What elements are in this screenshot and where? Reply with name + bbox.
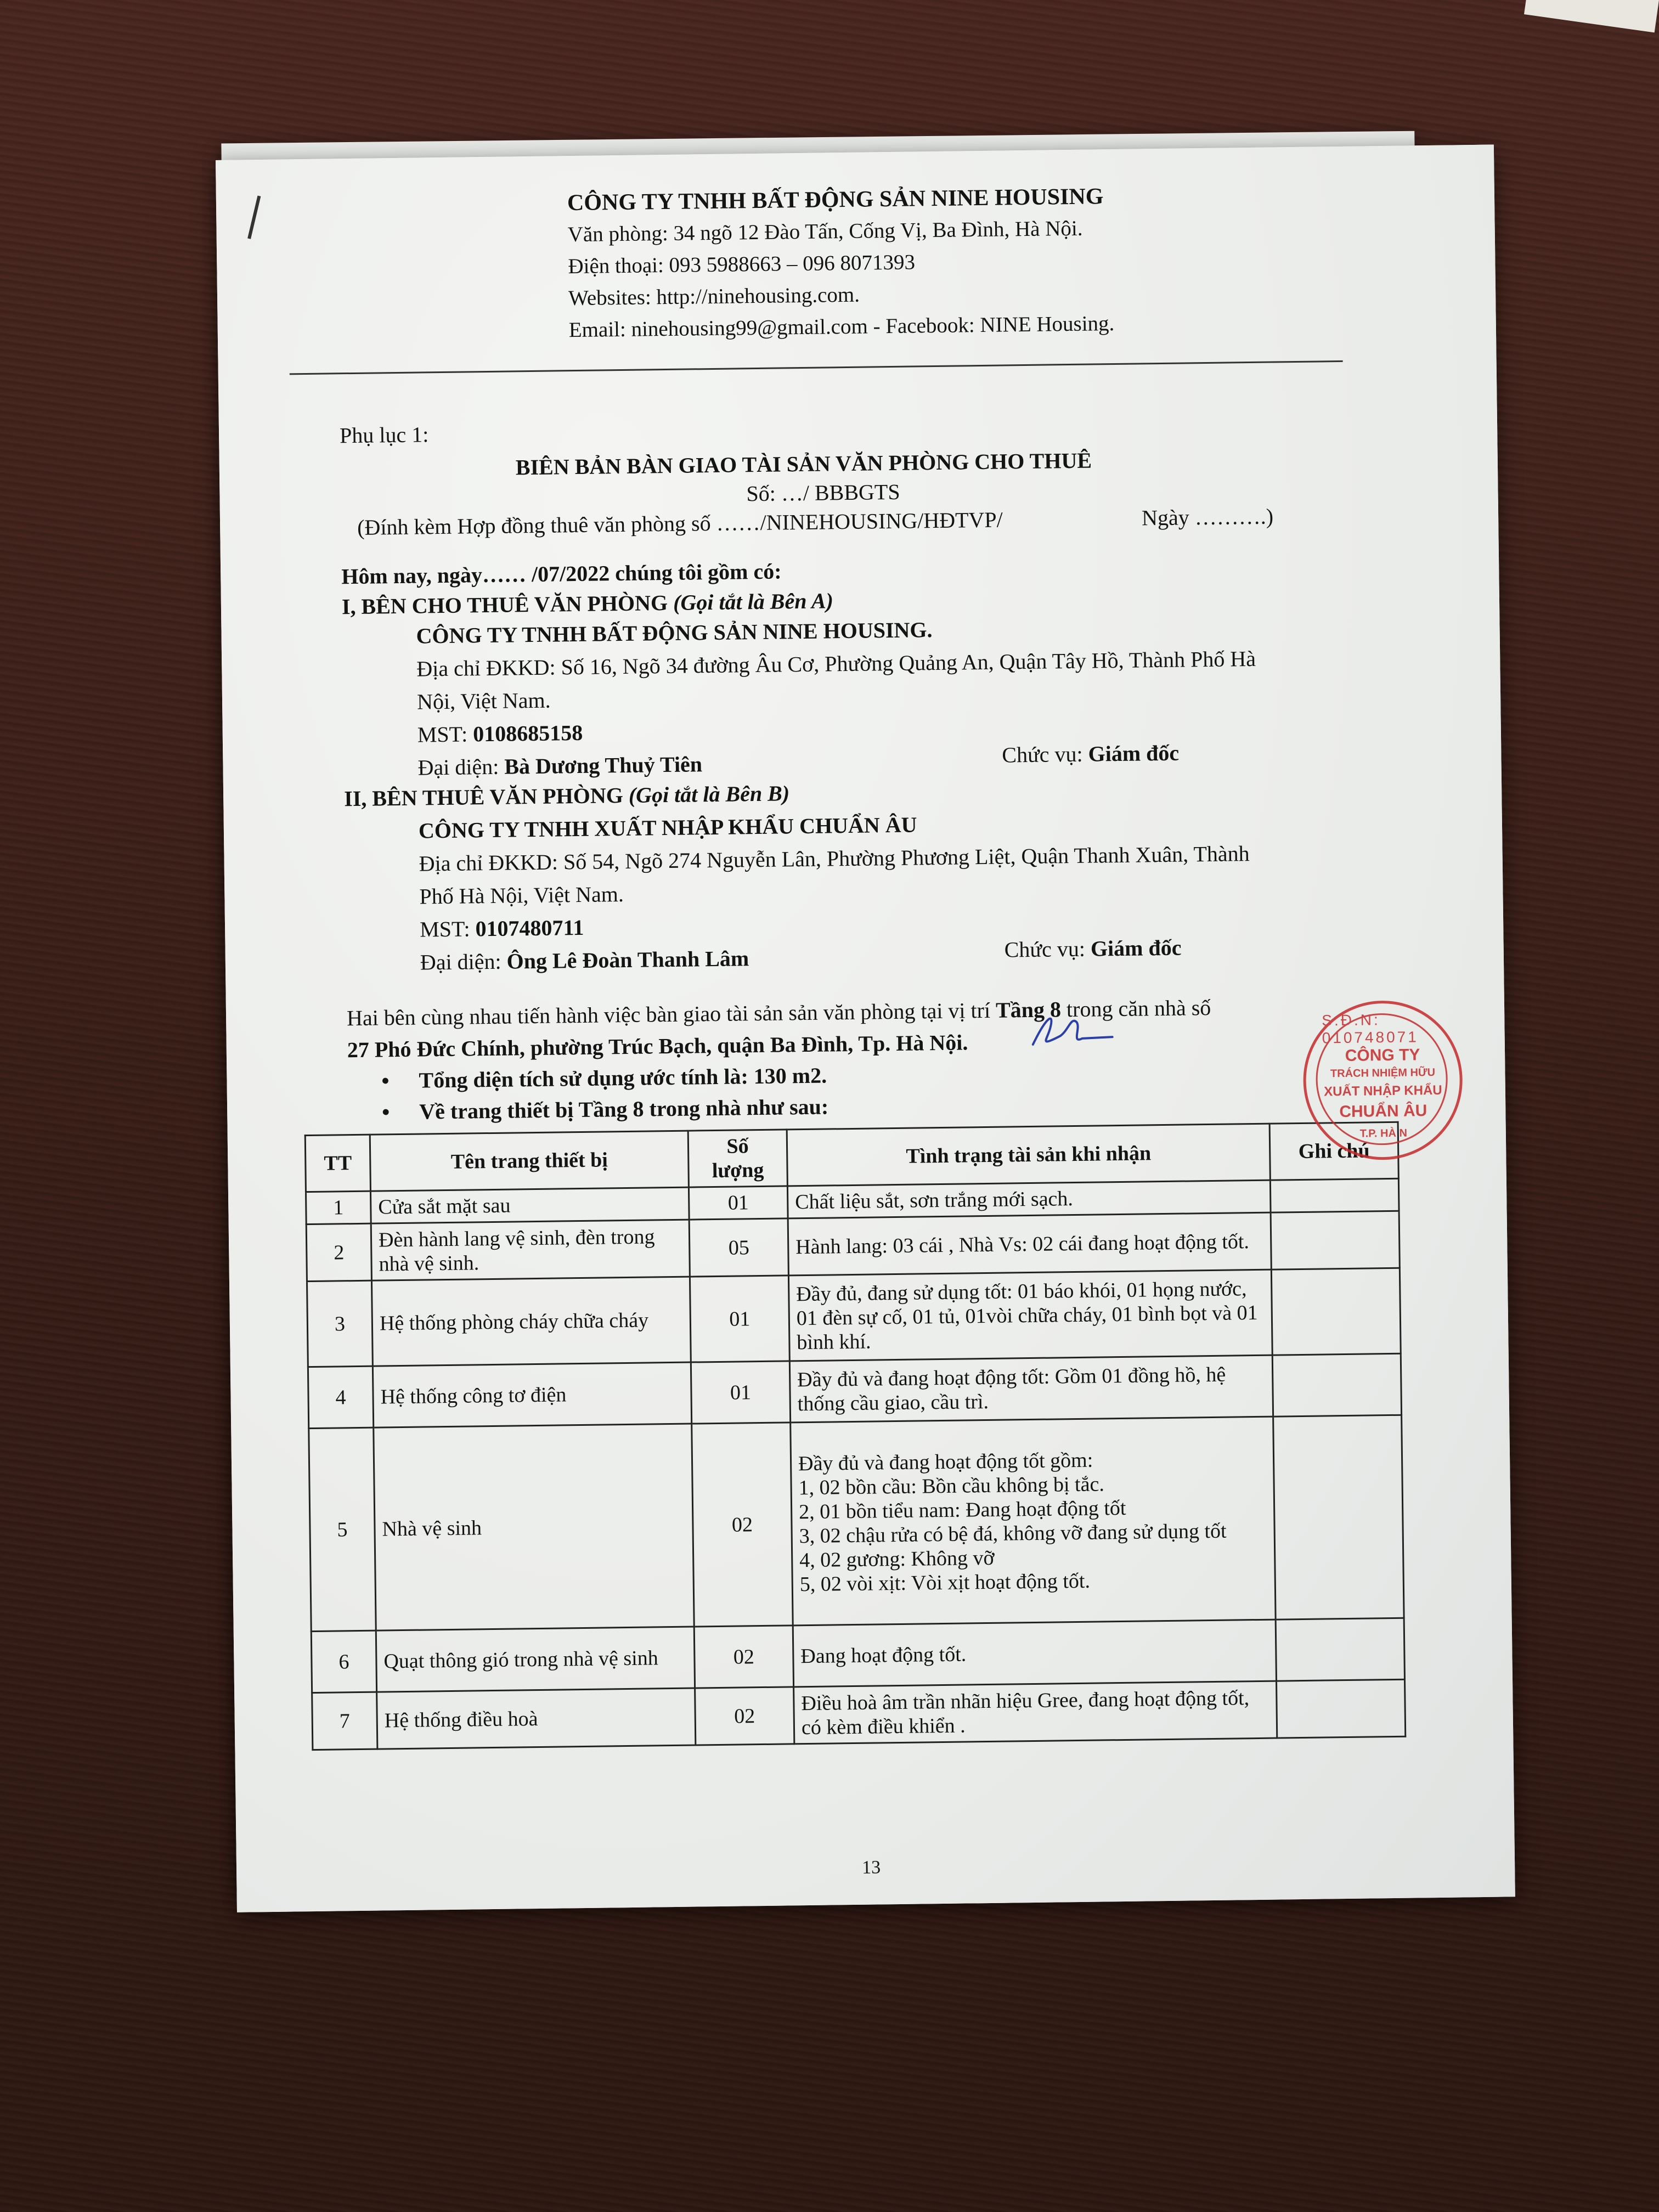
corner-paper-scrap bbox=[1524, 0, 1659, 32]
party-b-position bbox=[1004, 933, 1181, 965]
company-email: Email: ninehousing99@gmail.com - Facebook: NINE Housing. bbox=[568, 312, 1115, 342]
cell-status bbox=[787, 1180, 1271, 1218]
cell-quantity: 02 bbox=[692, 1423, 793, 1627]
company-phone: Điện thoại: 093 5988663 – 096 8071393 bbox=[568, 250, 916, 279]
party-b-heading-text: II, BÊN THUÊ VĂN PHÒNG bbox=[343, 783, 624, 811]
contract-date: Ngày ……….) bbox=[1141, 504, 1274, 531]
stamp-line-5: T.P. HÀ N bbox=[1359, 1127, 1408, 1140]
cell-equipment-name: Cửa sắt mặt sau bbox=[370, 1187, 689, 1223]
cell-note bbox=[1276, 1618, 1404, 1681]
party-b-address-2: Phố Hà Nội, Việt Nam. bbox=[419, 882, 624, 909]
stamp-line-2: TRÁCH NHIỆM HỮU bbox=[1330, 1066, 1436, 1080]
party-a-company: CÔNG TY TNHH BẤT ĐỘNG SẢN NINE HOUSING. bbox=[416, 617, 933, 648]
party-a-pos-value: Giám đốc bbox=[1088, 740, 1180, 766]
cell-equipment-name: Quạt thông gió trong nhà vệ sinh bbox=[376, 1627, 695, 1692]
party-b-pos-label: Chức vụ: bbox=[1004, 936, 1091, 962]
handover-line-1a: Hai bên cùng nhau tiến hành việc bàn giao tài sản sản văn phòng tại vị trí bbox=[346, 997, 996, 1031]
party-b-address-1: Địa chỉ ĐKKD: Số 54, Ngõ 274 Nguyễn Lân, Phường Phương Liệt, Quận Thanh Xuân, Thành bbox=[419, 841, 1250, 876]
party-a-rep-label: Đại diện: bbox=[417, 754, 505, 780]
status-line: Điều hoà âm trần nhãn hiệu Gree, đang hoạt động tốt, có kèm điều khiển . bbox=[801, 1686, 1250, 1739]
handover-bullet-area: • Tổng diện tích sử dụng ước tính là: 130 m2. bbox=[419, 1061, 827, 1096]
party-a-heading-text: I, BÊN CHO THUÊ VĂN PHÒNG bbox=[341, 590, 668, 619]
status-line: 3, 02 chậu rửa có bệ đá, không vỡ đang sử dụng tốt bbox=[799, 1519, 1227, 1548]
cell-quantity: 01 bbox=[689, 1186, 788, 1220]
signature-mark bbox=[1016, 1005, 1126, 1056]
header-name: Tên trang thiết bị bbox=[370, 1131, 689, 1191]
cell-status bbox=[789, 1355, 1273, 1423]
party-a-address-2: Nội, Việt Nam. bbox=[416, 687, 551, 714]
status-line: Đầy đủ và đang hoạt động tốt: Gồm 01 đồng hồ, hệ thống cầu giao, cầu trì. bbox=[797, 1363, 1226, 1415]
status-line: Chất liệu sắt, sơn trắng mới sạch. bbox=[795, 1187, 1074, 1214]
status-line: 1, 02 bồn cầu: Bồn cầu không bị tắc. bbox=[798, 1472, 1105, 1499]
party-a-tax-value: 0108685158 bbox=[472, 720, 583, 747]
company-name: CÔNG TY TNHH BẤT ĐỘNG SẢN NINE HOUSING bbox=[567, 184, 1104, 216]
party-b-company: CÔNG TY TNHH XUẤT NHẬP KHẨU CHUẨN ÂU bbox=[418, 812, 917, 843]
party-b-tax-value: 0107480711 bbox=[475, 915, 584, 941]
party-a-tax bbox=[417, 718, 583, 750]
header-qty-2: lượng bbox=[712, 1158, 764, 1183]
cell-note bbox=[1270, 1178, 1399, 1212]
cell-status bbox=[793, 1620, 1276, 1687]
cell-status bbox=[788, 1269, 1272, 1361]
document-title: BIÊN BẢN BÀN GIAO TÀI SẢN VĂN PHÒNG CHO THUÊ bbox=[515, 448, 1092, 480]
party-a-tax-label: MST: bbox=[417, 721, 473, 747]
party-b-tax bbox=[420, 913, 584, 945]
header-note: Ghi chú bbox=[1269, 1122, 1398, 1180]
cell-quantity: 05 bbox=[689, 1218, 788, 1277]
party-b-pos-value: Giám đốc bbox=[1090, 935, 1182, 961]
cell-tt: 6 bbox=[311, 1630, 376, 1692]
header-qty bbox=[688, 1130, 787, 1187]
party-a-heading-note: (Gọi tắt là Bên A) bbox=[673, 588, 834, 615]
handover-address: 27 Phó Đức Chính, phường Trúc Bạch, quận Ba Đình, Tp. Hà Nội. bbox=[347, 1030, 968, 1063]
party-b-rep-value: Ông Lê Đoàn Thanh Lâm bbox=[506, 946, 749, 974]
cell-note bbox=[1271, 1268, 1401, 1355]
today-line: Hôm nay, ngày…… /07/2022 chúng tôi gồm có: bbox=[341, 558, 782, 589]
handover-line-1c: trong căn nhà số bbox=[1060, 995, 1211, 1022]
header-qty-1: Số bbox=[726, 1135, 749, 1158]
cell-note bbox=[1272, 1353, 1401, 1417]
cell-tt: 5 bbox=[309, 1427, 376, 1631]
party-b-tax-label: MST: bbox=[419, 916, 476, 942]
company-seal-stamp bbox=[1302, 1000, 1464, 1161]
header-divider bbox=[290, 360, 1343, 375]
status-line: Hành lang: 03 cái , Nhà Vs: 02 cái đang hoạt động tốt. bbox=[795, 1229, 1250, 1259]
cell-status bbox=[791, 1417, 1276, 1626]
appendix-label: Phụ lục 1: bbox=[339, 422, 429, 448]
party-a-pos-label: Chức vụ: bbox=[1002, 741, 1088, 768]
party-a-address-1: Địa chỉ ĐKKD: Số 16, Ngõ 34 đường Âu Cơ, Phường Quảng An, Quận Tây Hồ, Thành Phố Hà bbox=[416, 646, 1256, 681]
cell-equipment-name: Hệ thống công tơ điện bbox=[373, 1362, 691, 1427]
party-a-rep bbox=[417, 749, 702, 782]
status-line: 4, 02 gương: Không vỡ bbox=[799, 1546, 995, 1572]
cell-quantity: 01 bbox=[691, 1361, 790, 1424]
equipment-table bbox=[304, 1121, 1407, 1751]
attached-contract: (Đính kèm Hợp đồng thuê văn phòng số ……/NINEHOUSING/HĐTVP/ bbox=[357, 507, 1003, 540]
party-a-rep-value: Bà Dương Thuỷ Tiên bbox=[504, 752, 703, 779]
party-b-heading bbox=[344, 778, 790, 814]
cell-note bbox=[1277, 1679, 1406, 1738]
party-b-heading-note: (Gọi tắt là Bên B) bbox=[628, 781, 790, 808]
stamp-ring-text: S.Đ.N: 010748071 bbox=[1322, 1011, 1419, 1047]
table-row bbox=[307, 1268, 1401, 1367]
status-line: 5, 02 vòi xịt: Vòi xịt hoạt động tốt. bbox=[799, 1569, 1091, 1596]
cell-status bbox=[794, 1681, 1277, 1744]
page-number: 13 bbox=[861, 1857, 881, 1878]
status-line: Đầy đủ, đang sử dụng tốt: 01 báo khói, 01 họng nước, 01 đèn sự cố, 01 tủ, 01vòi chữa cháy, 01 bình bọt và 01 bình khí. bbox=[796, 1277, 1258, 1354]
document-page bbox=[216, 145, 1515, 1912]
handover-bullet-equipment: • Về trang thiết bị Tầng 8 trong nhà như sau: bbox=[419, 1092, 829, 1126]
stamp-line-3: XUẤT NHẬP KHẨU bbox=[1323, 1082, 1442, 1099]
cell-note bbox=[1271, 1211, 1400, 1269]
cell-quantity: 01 bbox=[690, 1276, 789, 1362]
status-line: Đầy đủ và đang hoạt động tốt gồm: bbox=[798, 1448, 1093, 1475]
cell-tt: 7 bbox=[312, 1692, 377, 1750]
cell-quantity: 02 bbox=[694, 1626, 793, 1688]
cell-equipment-name: Hệ thống phòng cháy chữa cháy bbox=[371, 1277, 691, 1366]
cell-equipment-name: Đèn hành lang vệ sinh, đèn trong nhà vệ sinh. bbox=[371, 1220, 690, 1280]
cell-tt: 4 bbox=[308, 1366, 373, 1428]
header-status: Tình trạng tài sản khi nhận bbox=[787, 1124, 1270, 1186]
stamp-line-4: CHUẨN ÂU bbox=[1339, 1102, 1427, 1121]
party-b-rep bbox=[420, 944, 749, 977]
document-number: Số: …/ BBBGTS bbox=[746, 479, 900, 506]
party-b-rep-label: Đại diện: bbox=[420, 949, 507, 975]
cell-equipment-name: Hệ thống điều hoà bbox=[377, 1688, 696, 1749]
table-row bbox=[309, 1415, 1404, 1631]
cell-tt: 1 bbox=[306, 1191, 371, 1224]
cell-equipment-name: Nhà vệ sinh bbox=[374, 1424, 694, 1630]
party-a-position bbox=[1002, 738, 1179, 770]
header-tt: TT bbox=[305, 1135, 370, 1192]
company-office: Văn phòng: 34 ngõ 12 Đào Tấn, Cống Vị, Ba Đình, Hà Nội. bbox=[567, 216, 1083, 247]
pencil-mark bbox=[247, 196, 261, 239]
cell-status bbox=[788, 1212, 1271, 1276]
cell-quantity: 02 bbox=[695, 1687, 794, 1745]
party-a-heading bbox=[342, 586, 834, 622]
handover-floor: Tầng 8 bbox=[995, 997, 1062, 1023]
company-website: Websites: http://ninehousing.com. bbox=[568, 283, 860, 311]
status-line: 2, 01 bồn tiểu nam: Đang hoạt động tốt bbox=[798, 1496, 1126, 1523]
cell-tt: 2 bbox=[306, 1223, 371, 1281]
cell-tt: 3 bbox=[307, 1280, 373, 1367]
cell-note bbox=[1273, 1415, 1404, 1620]
status-line: Đang hoạt động tốt. bbox=[800, 1642, 967, 1668]
stamp-line-1: CÔNG TY bbox=[1345, 1046, 1420, 1065]
